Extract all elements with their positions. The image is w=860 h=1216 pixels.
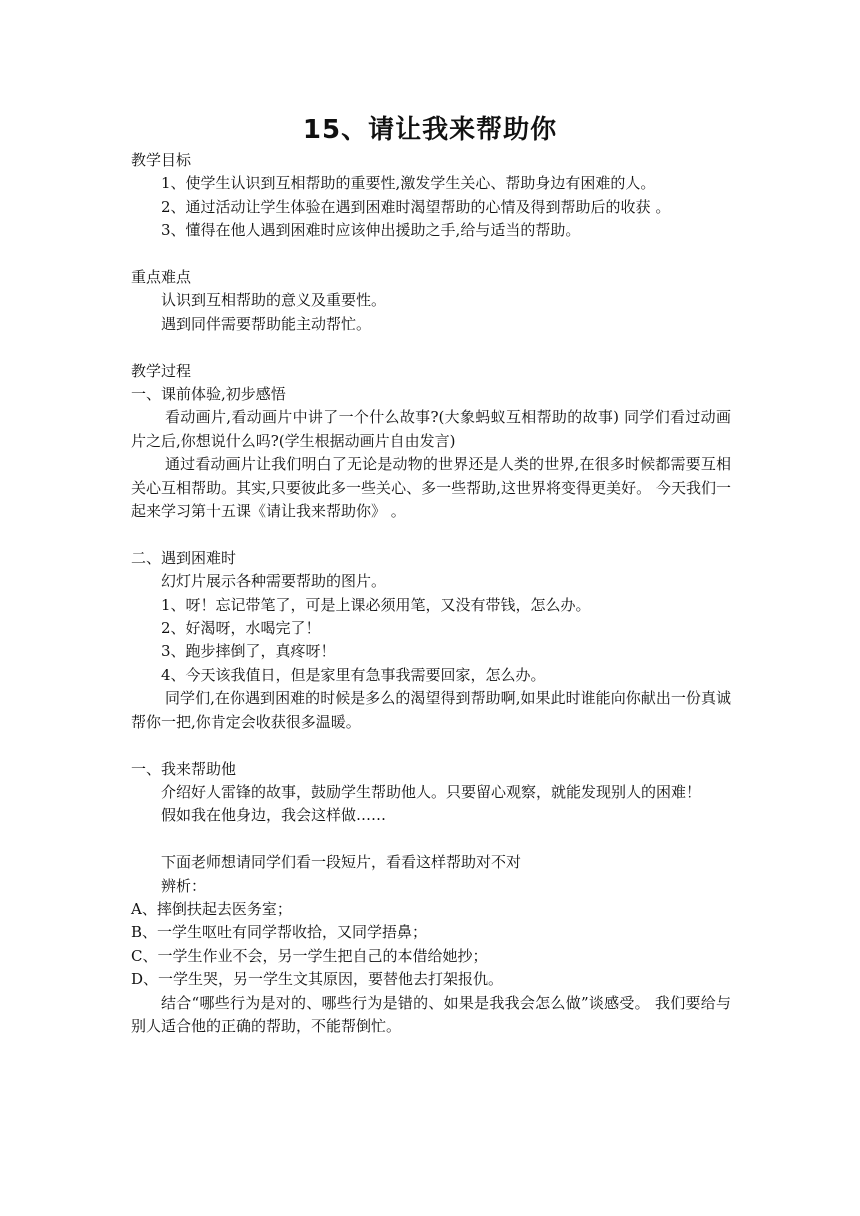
blank-line — [131, 523, 731, 546]
option-b: B、一学生呕吐有同学帮收拾，又同学捂鼻； — [131, 923, 428, 942]
blank-line — [131, 734, 731, 757]
section3-paragraph-3: 下面老师想请同学们看一段短片，看看这样帮助对不对 — [161, 853, 522, 872]
objective-item-3: 3、懂得在他人遇到困难时应该伸出援助之手,给与适当的帮助。 — [161, 221, 581, 240]
option-c: C、一学生作业不会，另一学生把自己的本借给她抄； — [131, 946, 488, 965]
section3-conclusion: 结合“哪些行为是对的、哪些行为是错的、如果是我我会怎么做”谈感受。 我们要给与别人适合他的正确的帮助，不能帮倒忙。 — [131, 993, 731, 1035]
section2-item-3: 3、跑步摔倒了，真疼呀！ — [161, 642, 336, 661]
section2-intro: 幻灯片展示各种需要帮助的图片。 — [161, 572, 387, 591]
option-a: A、摔倒扶起去医务室； — [131, 899, 292, 918]
section2-item-1: 1、呀！忘记带笔了，可是上课必须用笔，又没有带钱，怎么办。 — [161, 595, 591, 614]
section2-heading: 二、遇到困难时 — [131, 548, 237, 567]
section3-heading: 一、我来帮助他 — [131, 759, 237, 778]
objective-item-1: 1、使学生认识到互相帮助的重要性,激发学生关心、帮助身边有困难的人。 — [161, 174, 656, 193]
document-body — [131, 149, 731, 1038]
document-title: 15、请让我来帮助你 — [302, 115, 558, 145]
blank-line — [131, 243, 731, 266]
key-point-item-1: 认识到互相帮助的意义及重要性。 — [161, 291, 387, 310]
section3-paragraph-1: 介绍好人雷锋的故事，鼓励学生帮助他人。只要留心观察，就能发现别人的困难！ — [161, 782, 702, 801]
objectives-heading: 教学目标 — [131, 151, 192, 169]
blank-line — [131, 336, 731, 359]
section2-closing: 同学们,在你遇到困难的时候是多么的渴望得到帮助啊,如果此时谁能向你献出一份真诚帮你一把,你肯定会收获很多温暖。 — [131, 689, 731, 731]
section1-paragraph-1: 看动画片,看动画片中讲了一个什么故事?(大象蚂蚁互相帮助的故事) 同学们看过动画片之后,你想说什么吗?(学生根据动画片自由发言) — [131, 408, 731, 450]
option-d: D、一学生哭，另一学生文其原因，要替他去打架报仇。 — [131, 970, 504, 989]
section2-item-4: 4、今天该我值日，但是家里有急事我需要回家，怎么办。 — [161, 665, 546, 684]
objective-item-2: 2、通过活动让学生体验在遇到困难时渴望帮助的心情及得到帮助后的收获 。 — [161, 197, 671, 216]
analysis-label: 辨析： — [161, 876, 207, 895]
key-points-heading: 重点难点 — [131, 268, 192, 287]
key-point-item-2: 遇到同伴需要帮助能主动帮忙。 — [161, 314, 372, 333]
section1-heading: 一、课前体验,初步感悟 — [131, 385, 286, 404]
section3-paragraph-2: 假如我在他身边，我会这样做…… — [161, 806, 387, 825]
section2-item-2: 2、好渴呀，水喝完了！ — [161, 619, 321, 638]
section1-paragraph-2: 通过看动画片让我们明白了无论是动物的世界还是人类的世界,在很多时候都需要互相关心互相帮助。其实,只要彼此多一些关心、多一些帮助,这世界将变得更美好。 今天我们一起来学习第十五课《请让我来帮助你》 。 — [131, 455, 731, 521]
process-heading: 教学过程 — [131, 361, 192, 380]
blank-line — [131, 828, 731, 851]
